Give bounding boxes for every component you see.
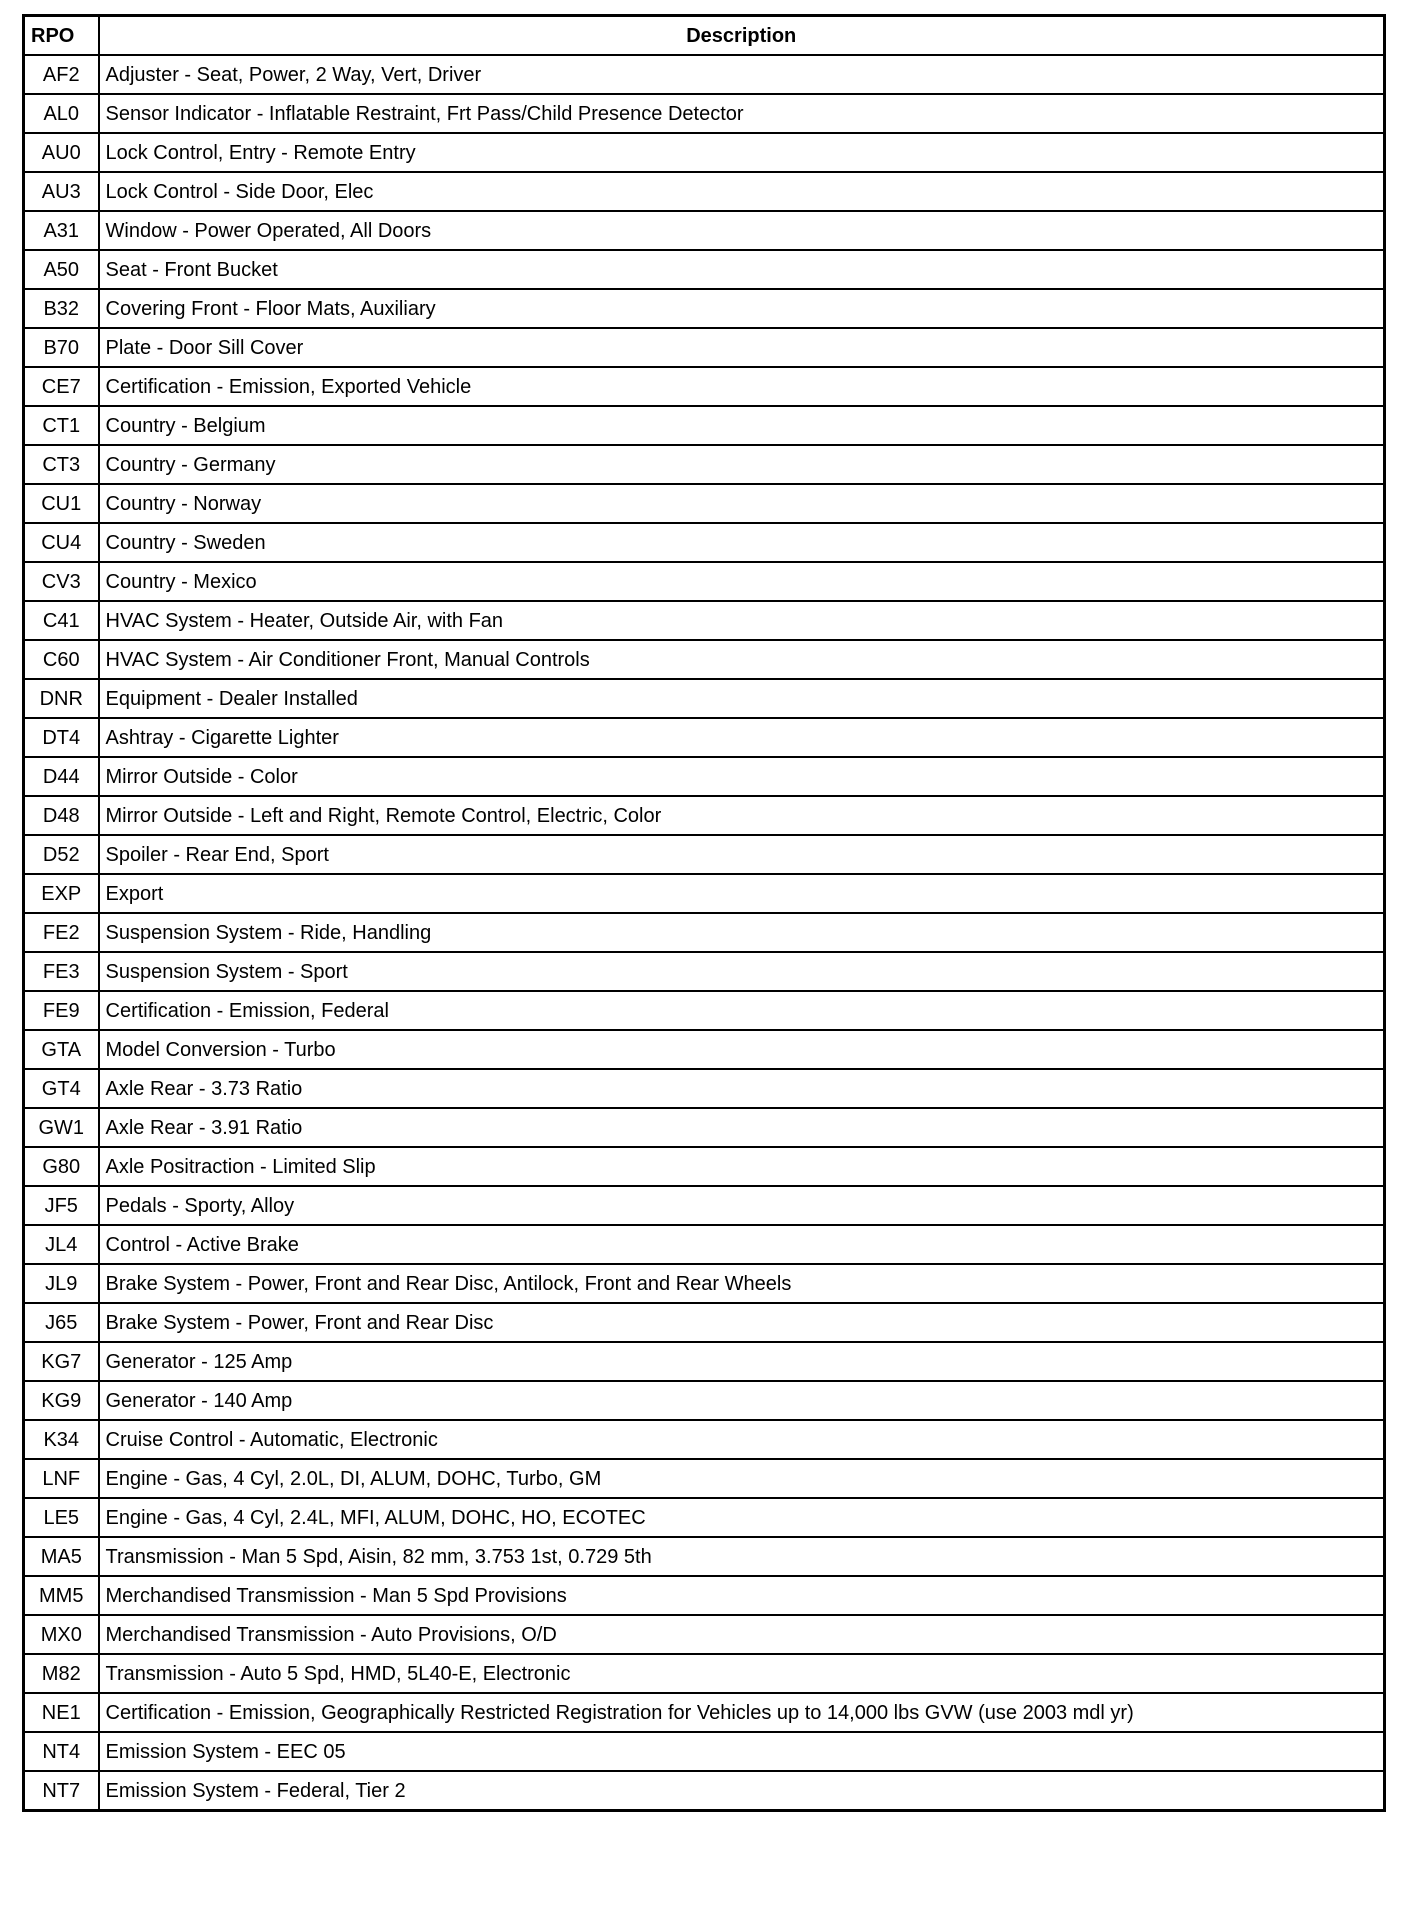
rpo-code-cell: G80 [24, 1147, 99, 1186]
table-row [24, 1381, 1385, 1420]
description-cell: Mirror Outside - Color [99, 757, 1385, 796]
rpo-code-cell: C41 [24, 601, 99, 640]
rpo-code-cell: C60 [24, 640, 99, 679]
rpo-code-cell: D52 [24, 835, 99, 874]
rpo-code-cell: KG7 [24, 1342, 99, 1381]
table-row [24, 1225, 1385, 1264]
description-cell: Country - Belgium [99, 406, 1385, 445]
rpo-code-cell: NE1 [24, 1693, 99, 1732]
description-cell: Brake System - Power, Front and Rear Disc, Antilock, Front and Rear Wheels [99, 1264, 1385, 1303]
rpo-code-cell: FE3 [24, 952, 99, 991]
description-cell: Adjuster - Seat, Power, 2 Way, Vert, Driver [99, 55, 1385, 94]
header-row [24, 16, 1385, 56]
rpo-code-cell: MX0 [24, 1615, 99, 1654]
rpo-code-cell: GTA [24, 1030, 99, 1069]
table-row [24, 796, 1385, 835]
table-row [24, 640, 1385, 679]
description-cell: Transmission - Man 5 Spd, Aisin, 82 mm, 3.753 1st, 0.729 5th [99, 1537, 1385, 1576]
table-row [24, 874, 1385, 913]
description-cell: Lock Control - Side Door, Elec [99, 172, 1385, 211]
rpo-code-cell: CV3 [24, 562, 99, 601]
rpo-code-cell: FE9 [24, 991, 99, 1030]
rpo-code-cell: CT1 [24, 406, 99, 445]
description-cell: Pedals - Sporty, Alloy [99, 1186, 1385, 1225]
rpo-code-cell: AL0 [24, 94, 99, 133]
description-cell: Lock Control, Entry - Remote Entry [99, 133, 1385, 172]
table-row [24, 1069, 1385, 1108]
rpo-code-cell: EXP [24, 874, 99, 913]
description-cell: Transmission - Auto 5 Spd, HMD, 5L40-E, Electronic [99, 1654, 1385, 1693]
rpo-code-cell: FE2 [24, 913, 99, 952]
table-row [24, 1264, 1385, 1303]
description-cell: Mirror Outside - Left and Right, Remote Control, Electric, Color [99, 796, 1385, 835]
table-row [24, 1654, 1385, 1693]
rpo-code-cell: LE5 [24, 1498, 99, 1537]
description-cell: Certification - Emission, Exported Vehicle [99, 367, 1385, 406]
table-row [24, 328, 1385, 367]
rpo-code-cell: B70 [24, 328, 99, 367]
table-row [24, 1186, 1385, 1225]
rpo-code-cell: CU1 [24, 484, 99, 523]
rpo-code-cell: MM5 [24, 1576, 99, 1615]
rpo-code-cell: CU4 [24, 523, 99, 562]
rpo-code-cell: DT4 [24, 718, 99, 757]
description-cell: Ashtray - Cigarette Lighter [99, 718, 1385, 757]
table-row [24, 757, 1385, 796]
description-cell: Emission System - EEC 05 [99, 1732, 1385, 1771]
description-cell: Cruise Control - Automatic, Electronic [99, 1420, 1385, 1459]
table-row [24, 94, 1385, 133]
description-cell: Equipment - Dealer Installed [99, 679, 1385, 718]
description-cell: Axle Rear - 3.91 Ratio [99, 1108, 1385, 1147]
description-cell: Suspension System - Sport [99, 952, 1385, 991]
rpo-code-cell: NT4 [24, 1732, 99, 1771]
rpo-code-cell: M82 [24, 1654, 99, 1693]
rpo-code-cell: JF5 [24, 1186, 99, 1225]
description-cell: Axle Rear - 3.73 Ratio [99, 1069, 1385, 1108]
description-cell: HVAC System - Heater, Outside Air, with Fan [99, 601, 1385, 640]
table-row [24, 679, 1385, 718]
description-cell: Spoiler - Rear End, Sport [99, 835, 1385, 874]
table-row [24, 1303, 1385, 1342]
table-row [24, 484, 1385, 523]
rpo-code-cell: GT4 [24, 1069, 99, 1108]
table-row [24, 835, 1385, 874]
table-row [24, 1030, 1385, 1069]
rpo-code-cell: A31 [24, 211, 99, 250]
rpo-code-cell: AU0 [24, 133, 99, 172]
description-cell: Country - Sweden [99, 523, 1385, 562]
table-row [24, 55, 1385, 94]
table-row [24, 250, 1385, 289]
table-body [24, 55, 1385, 1811]
description-cell: Certification - Emission, Federal [99, 991, 1385, 1030]
description-cell: Country - Mexico [99, 562, 1385, 601]
rpo-code-cell: CT3 [24, 445, 99, 484]
table-row [24, 1147, 1385, 1186]
rpo-code-cell: DNR [24, 679, 99, 718]
description-cell: Export [99, 874, 1385, 913]
description-cell: Country - Germany [99, 445, 1385, 484]
rpo-code-cell: JL9 [24, 1264, 99, 1303]
table-row [24, 1108, 1385, 1147]
description-cell: Country - Norway [99, 484, 1385, 523]
description-cell: Merchandised Transmission - Auto Provisions, O/D [99, 1615, 1385, 1654]
rpo-code-cell: CE7 [24, 367, 99, 406]
table-row [24, 1615, 1385, 1654]
description-cell: Emission System - Federal, Tier 2 [99, 1771, 1385, 1811]
rpo-code-cell: A50 [24, 250, 99, 289]
table-row [24, 1342, 1385, 1381]
table-row [24, 1693, 1385, 1732]
table-row [24, 1771, 1385, 1811]
rpo-code-cell: JL4 [24, 1225, 99, 1264]
description-column-header: Description [99, 16, 1385, 56]
description-cell: Axle Positraction - Limited Slip [99, 1147, 1385, 1186]
rpo-table [22, 14, 1386, 1812]
description-cell: Control - Active Brake [99, 1225, 1385, 1264]
rpo-code-cell: K34 [24, 1420, 99, 1459]
table-row [24, 1537, 1385, 1576]
description-cell: Covering Front - Floor Mats, Auxiliary [99, 289, 1385, 328]
rpo-code-cell: D44 [24, 757, 99, 796]
table-row [24, 523, 1385, 562]
rpo-code-cell: GW1 [24, 1108, 99, 1147]
table-row [24, 211, 1385, 250]
description-cell: Brake System - Power, Front and Rear Disc [99, 1303, 1385, 1342]
table-row [24, 1732, 1385, 1771]
table-row [24, 1576, 1385, 1615]
table-row [24, 991, 1385, 1030]
rpo-code-cell: NT7 [24, 1771, 99, 1811]
description-cell: Engine - Gas, 4 Cyl, 2.0L, DI, ALUM, DOHC, Turbo, GM [99, 1459, 1385, 1498]
description-cell: Plate - Door Sill Cover [99, 328, 1385, 367]
rpo-code-cell: KG9 [24, 1381, 99, 1420]
rpo-code-cell: B32 [24, 289, 99, 328]
rpo-column-header: RPO [24, 16, 99, 56]
rpo-code-cell: AF2 [24, 55, 99, 94]
rpo-code-cell: LNF [24, 1459, 99, 1498]
table-row [24, 952, 1385, 991]
table-row [24, 718, 1385, 757]
description-cell: Generator - 140 Amp [99, 1381, 1385, 1420]
description-cell: Engine - Gas, 4 Cyl, 2.4L, MFI, ALUM, DOHC, HO, ECOTEC [99, 1498, 1385, 1537]
description-cell: Seat - Front Bucket [99, 250, 1385, 289]
table-row [24, 289, 1385, 328]
table-row [24, 172, 1385, 211]
description-cell: HVAC System - Air Conditioner Front, Manual Controls [99, 640, 1385, 679]
table-row [24, 1459, 1385, 1498]
description-cell: Window - Power Operated, All Doors [99, 211, 1385, 250]
table-row [24, 1498, 1385, 1537]
rpo-code-cell: J65 [24, 1303, 99, 1342]
rpo-code-cell: MA5 [24, 1537, 99, 1576]
description-cell: Sensor Indicator - Inflatable Restraint, Frt Pass/Child Presence Detector [99, 94, 1385, 133]
table-row [24, 445, 1385, 484]
table-row [24, 406, 1385, 445]
table-row [24, 562, 1385, 601]
rpo-code-cell: D48 [24, 796, 99, 835]
table-row [24, 913, 1385, 952]
description-cell: Model Conversion - Turbo [99, 1030, 1385, 1069]
description-cell: Certification - Emission, Geographically Restricted Registration for Vehicles up to 14,000 lbs GVW (use 2003 mdl yr) [99, 1693, 1385, 1732]
description-cell: Generator - 125 Amp [99, 1342, 1385, 1381]
table-row [24, 133, 1385, 172]
description-cell: Suspension System - Ride, Handling [99, 913, 1385, 952]
rpo-code-cell: AU3 [24, 172, 99, 211]
table-row [24, 367, 1385, 406]
table-row [24, 1420, 1385, 1459]
table-row [24, 601, 1385, 640]
description-cell: Merchandised Transmission - Man 5 Spd Provisions [99, 1576, 1385, 1615]
